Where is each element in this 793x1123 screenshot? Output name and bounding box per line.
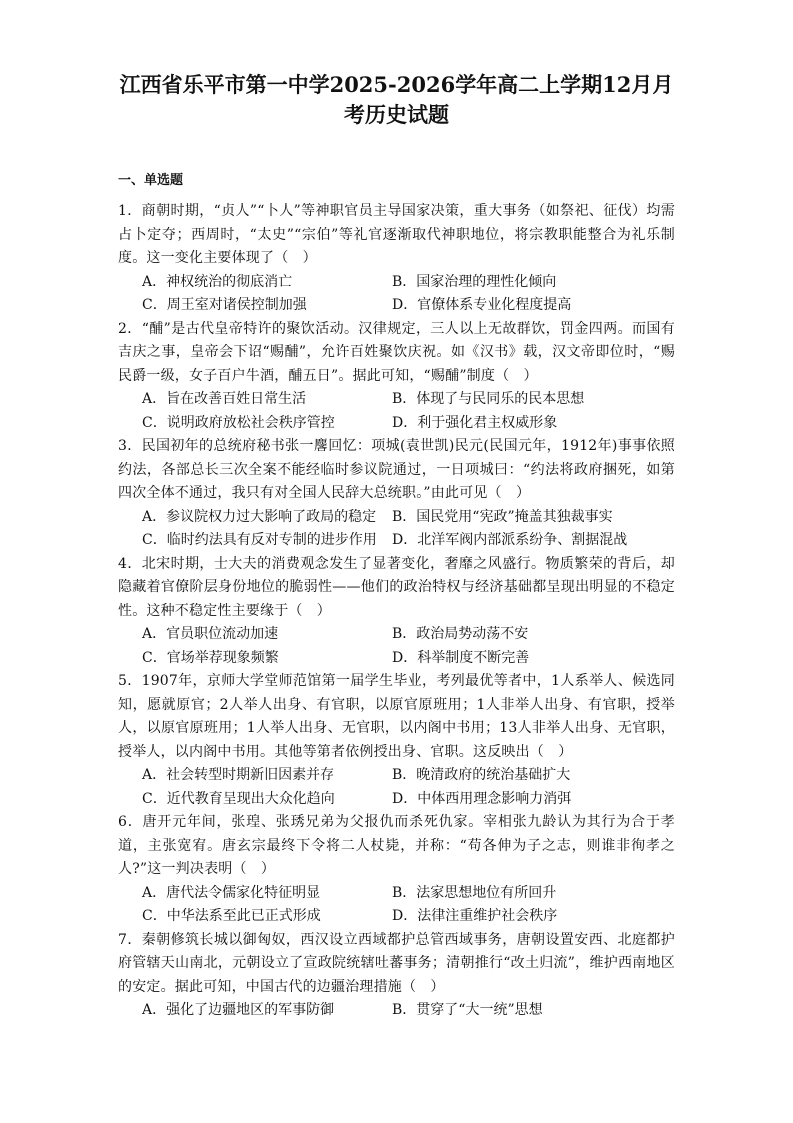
option-a: A．神权统治的彻底消亡 — [142, 273, 293, 290]
question-stem: 6．唐开元年间，张瑝、张琇兄弟为父报仇而杀死仇家。宰相张九龄认为其行为合于孝道，主张宽宥。唐玄宗最终下令将二人杖毙，并称：“苟各伸为子之志，则谁非徇孝之人?”这一判决表明（ ） — [118, 814, 675, 877]
option-c: C．临时约法具有反对专制的进步作用 — [142, 532, 377, 548]
option-d: D．利于强化君主权威形象 — [392, 414, 558, 431]
option-list — [118, 388, 675, 435]
question-stem: 7．秦朝修筑长城以御匈奴，西汉设立西域都护总管西域事务，唐朝设置安西、北庭都护府管辖天山南北，元朝设立了宣政院统辖吐蕃事务；清朝推行“改土归流”，维护西南地区的安定。据此可知，中国古代的边疆治理措施（ ） — [118, 931, 675, 995]
question-stem: 3．民国初年的总统府秘书张一麐回忆：项城(袁世凯)民元(民国元年，1912年)事事依照约法，各部总长三次全案不能经临时参议院通过，一日项城曰：“约法将政府捆死，如第四次全体不通过，我只有对全国人民辞大总统职。”由此可见（ ） — [118, 438, 675, 501]
option-list — [118, 506, 675, 553]
question-5 — [118, 670, 675, 811]
option-list — [118, 764, 675, 811]
question-stem: 5．1907年，京师大学堂师范馆第一届学生毕业，考列最优等者中，1人系举人、候选同知，愿就原官；2人举人出身、有官职，以原官原班用；1人非举人出身、有官职，授举人，以原官原班用；1人举人出身、无官职，以内阁中书用；13人非举人出身、无官职，授举人，以内阁中书用。其他等第者依例授出身、官职。这反映出（ ） — [118, 673, 675, 760]
option-a: A．旨在改善百姓日常生活 — [142, 391, 307, 407]
option-b: B．法家思想地位有所回升 — [392, 884, 557, 901]
question-7 — [118, 929, 675, 1023]
question-stem: 1．商朝时期，“贞人”“卜人”等神职官员主导国家决策，重大事务（如祭祀、征伐）均需占卜定夺；西周时，“太史”“宗伯”等礼官逐渐取代神职地位，将宗教职能整合为礼乐制度。这一变化主要体现了（ ） — [118, 203, 675, 266]
question-1 — [118, 200, 675, 318]
option-b: B．贯穿了“大一统”思想 — [392, 1002, 543, 1018]
option-b: B．体现了与民同乐的民本思想 — [392, 391, 585, 407]
option-list — [118, 271, 675, 318]
question-2 — [118, 318, 675, 436]
option-d: D．法律注重维护社会秩序 — [392, 908, 558, 924]
option-a: A．唐代法令儒家化特征明显 — [142, 884, 321, 901]
option-c: C．中华法系至此已正式形成 — [142, 908, 321, 924]
option-d: D．中体西用理念影响力消弭 — [392, 790, 572, 807]
option-list — [118, 882, 675, 929]
option-c: C．说明政府放松社会秩序管控 — [142, 414, 335, 431]
option-a: A．官员职位流动加速 — [142, 626, 279, 642]
option-a: A．参议院权力过大影响了政局的稳定 — [142, 508, 377, 525]
question-4 — [118, 553, 675, 671]
section-heading: 一、单选题 — [118, 173, 184, 188]
question-3 — [118, 435, 675, 553]
option-a: A．社会转型时期新旧因素并存 — [142, 767, 335, 783]
question-6 — [118, 811, 675, 929]
exam-title-line-1: 江西省乐平市第一中学2025-2026学年高二上学期12月月 — [119, 72, 674, 97]
option-b: B．国家治理的理性化倾向 — [392, 273, 557, 290]
exam-title-line-2: 考历史试题 — [344, 102, 449, 127]
option-list — [118, 999, 675, 1023]
option-d: D．科举制度不断完善 — [392, 649, 530, 666]
option-c: C．官场举荐现象频繁 — [142, 649, 279, 666]
option-list — [118, 623, 675, 670]
option-d: D．官僚体系专业化程度提高 — [392, 297, 572, 313]
option-b: B．晚清政府的统治基础扩大 — [392, 767, 571, 783]
question-stem: 4．北宋时期，士大夫的消费观念发生了显著变化，奢靡之风盛行。物质繁荣的背后，却隐藏着官僚阶层身份地位的脆弱性——他们的政治特权与经济基础都呈现出明显的不稳定性。这种不稳定性主要缘于（ ） — [118, 555, 675, 619]
option-c: C．周王室对诸侯控制加强 — [142, 297, 307, 313]
option-b: B．国民党用“宪政”掩盖其独裁事实 — [392, 508, 613, 525]
exam-title — [108, 70, 685, 130]
option-b: B．政治局势动荡不安 — [392, 626, 529, 642]
question-stem: 2．“酺”是古代皇帝特许的聚饮活动。汉律规定，三人以上无故群饮，罚金四两。而国有吉庆之事，皇帝会下诏“赐酺”，允许百姓聚饮庆祝。如《汉书》载，汉文帝即位时，“赐民爵一级，女子百户牛酒，酺五日”。据此可知，“赐酺”制度（ ） — [118, 320, 675, 384]
option-a: A．强化了边疆地区的军事防御 — [142, 1002, 335, 1018]
option-d: D．北洋军阀内部派系纷争、割据混战 — [392, 532, 628, 548]
option-c: C．近代教育呈现出大众化趋向 — [142, 790, 335, 807]
